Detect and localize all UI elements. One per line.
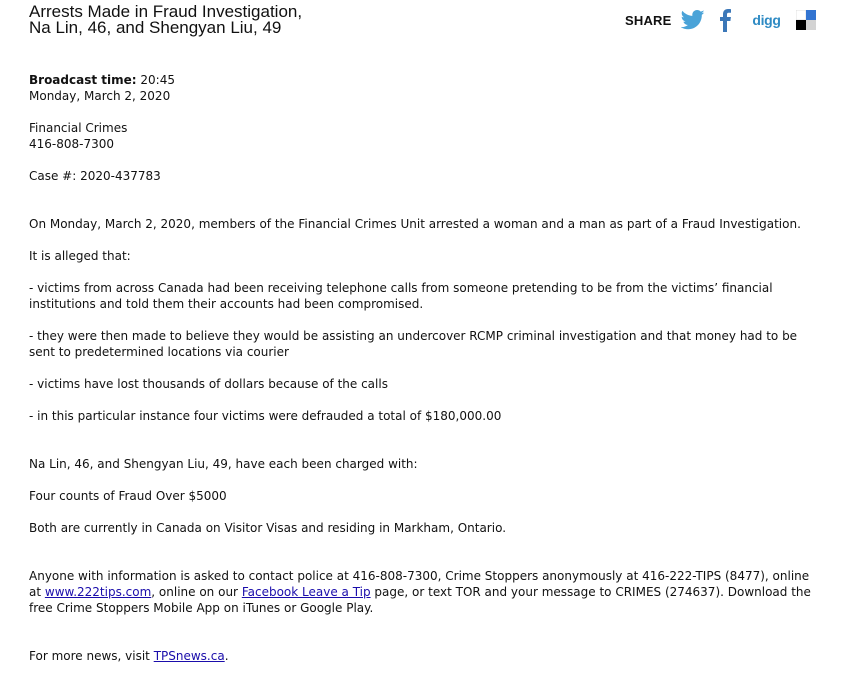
footer-prefix: For more news, visit <box>29 649 154 663</box>
digg-icon: digg <box>752 12 781 28</box>
meta-spacer <box>29 152 175 168</box>
contact-text-1: Anyone with information is asked to contact police at 416-808-7300, Crime Stoppers anonymously at 416-222-TIPS (8477), online at <box>29 569 810 599</box>
tpsnews-link[interactable]: TPSnews.ca <box>153 649 225 663</box>
facebook-leave-a-tip-link[interactable]: Facebook Leave a Tip <box>241 585 371 599</box>
body-paragraph-intro: On Monday, March 2, 2020, members of the Financial Crimes Unit arrested a woman and a man as part of a Fraud Investigation. <box>29 217 801 231</box>
body-bullet-2: - they were then made to believe they would be assisting an undercover RCMP criminal investigation and that money had to be sent to predetermined locations via courier <box>29 329 798 359</box>
unit-name: Financial Crimes <box>29 121 128 135</box>
contact-text-3: page, or text TOR and your message to CRIMES (274637). Download the free Crime Stoppers Mobile App on iTunes or Google Play. <box>29 585 811 615</box>
body-bullet-3: - victims have lost thousands of dollars because of the calls <box>29 377 388 391</box>
body-paragraph-status: Both are currently in Canada on Visitor Visas and residing in Markham, Ontario. <box>29 521 507 535</box>
footer-paragraph <box>29 648 821 664</box>
meta-spacer <box>29 104 175 120</box>
delicious-icon <box>796 10 816 30</box>
broadcast-time-label: Broadcast time: <box>29 73 137 87</box>
share-bar <box>625 8 825 32</box>
footer-suffix: . <box>224 649 229 663</box>
page-title <box>29 4 589 36</box>
contact-text-2: , online on our <box>151 585 242 599</box>
twitter-icon <box>681 10 705 30</box>
title-line-1: Arrests Made in Fraud Investigation, <box>29 2 303 21</box>
body-bullet-4: - in this particular instance four victims were defrauded a total of $180,000.00 <box>29 409 502 423</box>
broadcast-date: Monday, March 2, 2020 <box>29 89 171 103</box>
title-line-2: Na Lin, 46, and Shengyan Liu, 49 <box>29 18 282 37</box>
crime-stoppers-link[interactable]: www.222tips.com <box>44 585 152 599</box>
broadcast-time-value: 20:45 <box>140 73 175 87</box>
share-label: SHARE <box>625 12 672 28</box>
twitter-share-button[interactable] <box>680 10 706 30</box>
body-paragraph-alleged: It is alleged that: <box>29 249 131 263</box>
body-paragraph-charge: Four counts of Fraud Over $5000 <box>29 489 227 503</box>
delicious-share-button[interactable] <box>796 10 816 30</box>
body-paragraph-charged: Na Lin, 46, and Shengyan Liu, 49, have each been charged with: <box>29 457 418 471</box>
case-number: Case #: 2020-437783 <box>29 169 161 183</box>
release-meta <box>29 72 175 184</box>
unit-phone: 416-808-7300 <box>29 137 115 151</box>
broadcast-time-line <box>29 72 175 88</box>
facebook-share-button[interactable] <box>718 8 732 32</box>
body-bullet-1: - victims from across Canada had been receiving telephone calls from someone pretending to be from the victims’ financial institutions and told them their accounts had been compromised. <box>29 281 773 311</box>
digg-share-button[interactable] <box>752 13 782 27</box>
contact-paragraph <box>29 568 821 616</box>
facebook-icon <box>719 8 731 32</box>
release-body <box>29 216 821 664</box>
